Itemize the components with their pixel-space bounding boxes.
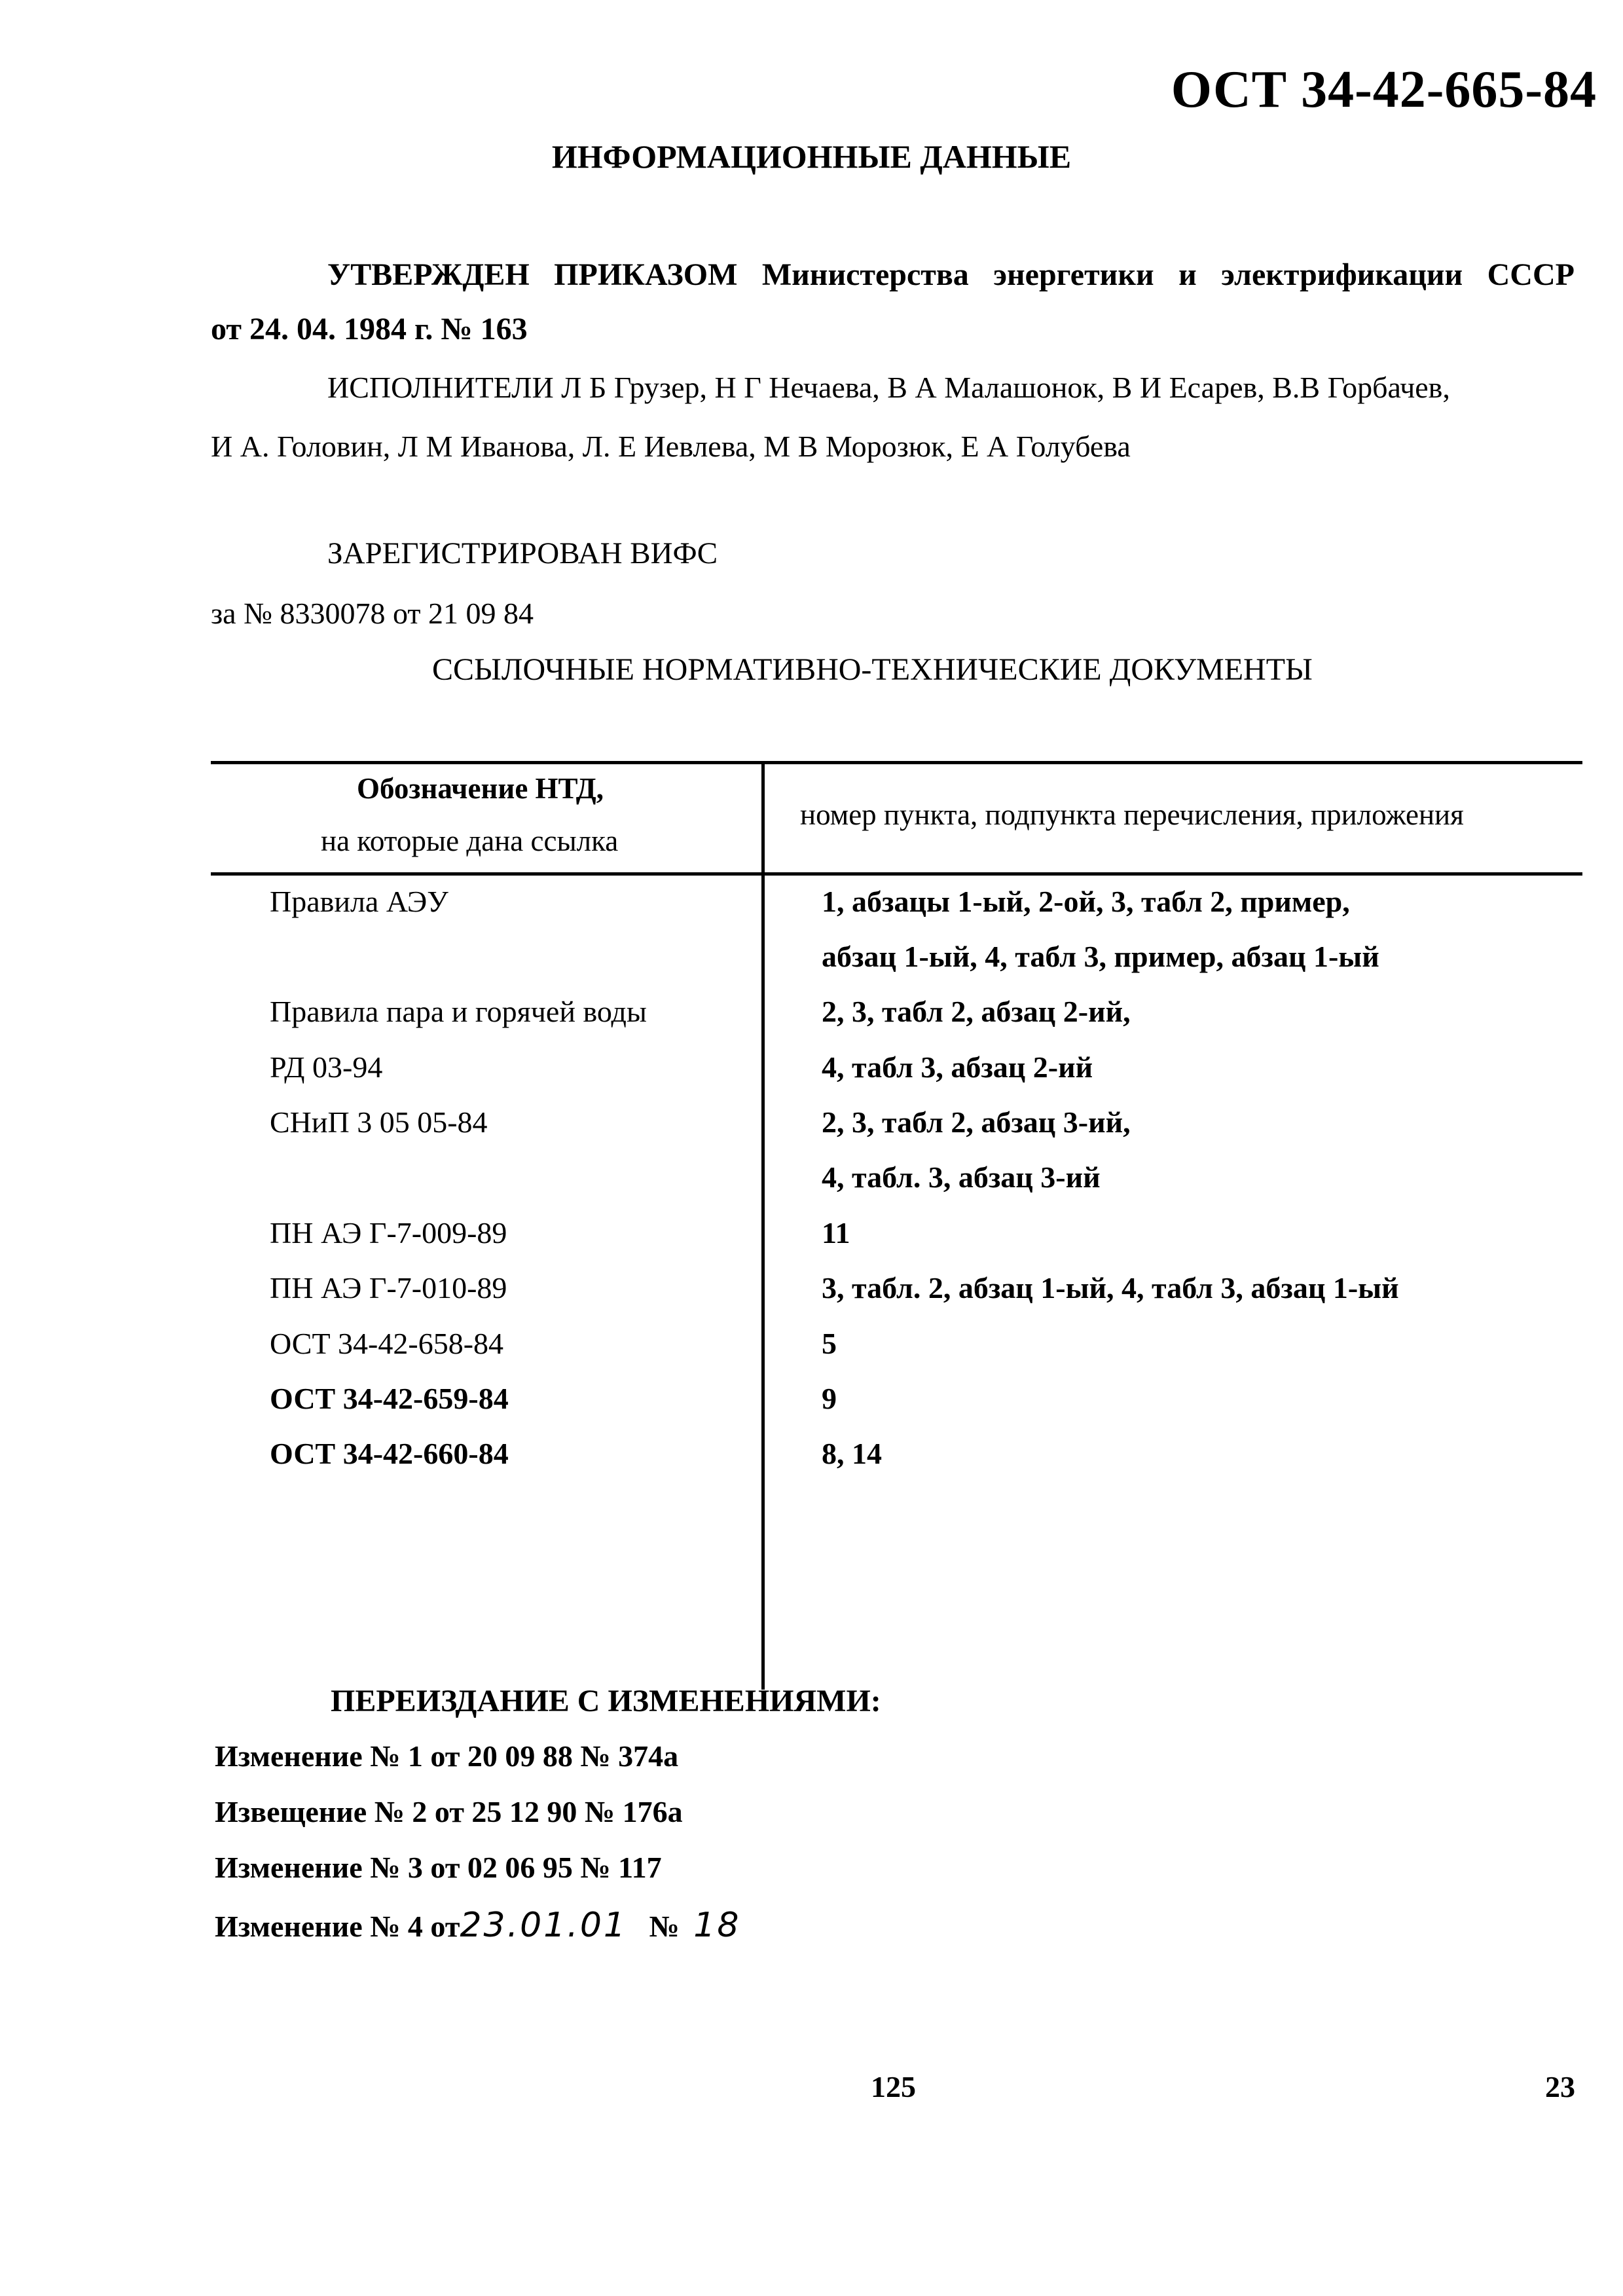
executors-line-1: ИСПОЛНИТЕЛИ Л Б Грузер, Н Г Нечаева, В А Малашонок, В И Есарев, В.В Горбачев,	[327, 371, 1450, 404]
reissue-item-4-prefix: Изменение № 4 от	[215, 1910, 460, 1943]
table-header-col1-line2: на которые дана ссылка	[321, 824, 619, 857]
approved-line-1	[327, 257, 1575, 293]
handwritten-number: 18	[693, 1906, 741, 1945]
registered-line-2: за № 8330078 от 21 09 84	[211, 597, 534, 630]
reissue-item-4	[215, 1906, 740, 1945]
reissue-item-4-number-label: №	[649, 1910, 680, 1943]
table-row-doc: ПН АЭ Г-7-010-89	[270, 1271, 507, 1305]
table-column-divider	[761, 761, 765, 1690]
table-header-rule	[211, 872, 1582, 876]
footer-page-right: 23	[1545, 2070, 1575, 2103]
reissue-item: Извещение № 2 от 25 12 90 № 176а	[215, 1795, 683, 1828]
table-row-ref: 2, 3, табл 2, абзац 3-ий,	[822, 1105, 1131, 1139]
registered-line-1: ЗАРЕГИСТРИРОВАН ВИФС	[327, 536, 718, 570]
approved-word: СССР	[1487, 257, 1575, 292]
table-row-ref: абзац 1-ый, 4, табл 3, пример, абзац 1-ый	[822, 940, 1379, 973]
approved-line-2: от 24. 04. 1984 г. № 163	[211, 312, 528, 346]
info-heading: ИНФОРМАЦИОННЫЕ ДАННЫЕ	[551, 138, 1072, 175]
table-row-ref: 4, табл. 3, абзац 3-ий	[822, 1160, 1101, 1194]
approved-word: УТВЕРЖДЕН	[327, 257, 530, 292]
document-code: ОСТ 34-42-665-84	[1171, 61, 1597, 119]
references-heading: ССЫЛОЧНЫЕ НОРМАТИВНО-ТЕХНИЧЕСКИЕ ДОКУМЕНТЫ	[432, 652, 1313, 687]
table-header-col1-line1: Обозначение НТД,	[357, 772, 604, 805]
table-row-doc: ОСТ 34-42-660-84	[270, 1437, 509, 1470]
table-row-ref: 9	[822, 1382, 837, 1415]
approved-word: электрификации	[1221, 257, 1463, 292]
table-row-doc: ОСТ 34-42-658-84	[270, 1327, 504, 1360]
table-row-ref: 2, 3, табл 2, абзац 2-ий,	[822, 995, 1131, 1028]
executors-line-2: И А. Головин, Л М Иванова, Л. Е Иевлева, М В Морозюк, Е А Голубева	[211, 430, 1131, 463]
table-row-ref: 4, табл 3, абзац 2-ий	[822, 1050, 1093, 1084]
table-row-doc: ОСТ 34-42-659-84	[270, 1382, 509, 1415]
table-row-doc: СНиП 3 05 05-84	[270, 1105, 488, 1139]
table-row-doc: Правила АЭУ	[270, 885, 448, 918]
table-row-doc: Правила пара и горячей воды	[270, 995, 647, 1028]
reissue-item: Изменение № 1 от 20 09 88 № 374а	[215, 1739, 679, 1773]
approved-word: энергетики	[993, 257, 1154, 292]
table-row-ref: 8, 14	[822, 1437, 882, 1470]
table-row-doc: ПН АЭ Г-7-009-89	[270, 1216, 507, 1250]
reissue-heading: ПЕРЕИЗДАНИЕ С ИЗМЕНЕНИЯМИ:	[331, 1684, 881, 1718]
approved-word: ПРИКАЗОМ	[554, 257, 738, 292]
table-row-doc: РД 03-94	[270, 1050, 383, 1084]
approved-word: Министерства	[761, 257, 969, 292]
table-row-ref: 1, абзацы 1-ый, 2-ой, 3, табл 2, пример,	[822, 885, 1350, 918]
table-row-ref: 3, табл. 2, абзац 1-ый, 4, табл 3, абзац 1-ый	[822, 1271, 1399, 1305]
table-row-ref: 5	[822, 1327, 837, 1360]
table-top-rule	[211, 761, 1582, 764]
footer-page-center: 125	[871, 2070, 916, 2103]
approved-word: и	[1178, 257, 1197, 292]
handwritten-date: 23.01.01	[460, 1906, 627, 1945]
reissue-item: Изменение № 3 от 02 06 95 № 117	[215, 1851, 662, 1884]
table-row-ref: 11	[822, 1216, 850, 1250]
table-header-col2: номер пункта, подпункта перечисления, приложения	[800, 798, 1464, 831]
